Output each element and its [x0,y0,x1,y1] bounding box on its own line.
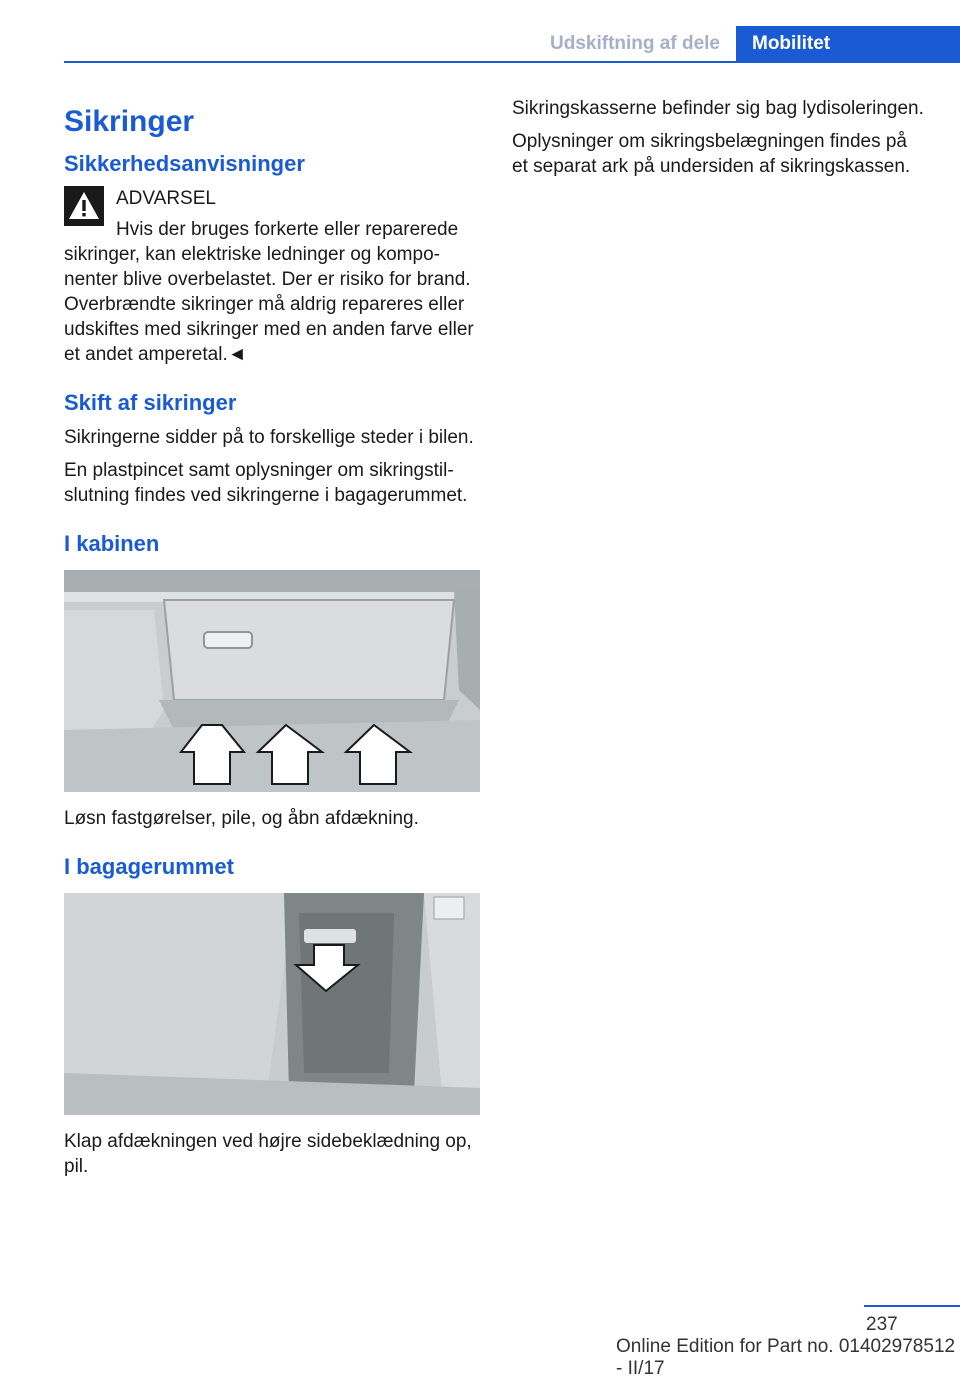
safety-heading: Sikkerhedsanvisninger [64,151,305,176]
page-number: 237 [866,1314,898,1335]
change-fuses-heading: Skift af sikringer [64,390,237,415]
warning-text: Hvis der bruges forkerte eller reparerede sikringer, kan elektriske ledninger og komponenter blive overbelastet. Der er risiko for brand. Overbrændte sikringer må aldrig repareres eller udskiftes med sikringer med en anden farve eller et andet amperetal.◄ [64,219,474,365]
right-paragraph-2: Oplysninger om sikringsbelægningen findes på et separat ark på undersiden af sikringskassen. [512,131,911,177]
warning-block [64,186,480,367]
trunk-caption: Klap afdækningen ved højre sidebeklædning op, pil. [64,1131,472,1177]
trunk-cover-photo [64,893,480,1115]
edition-text: Online Edition for Part no. 01402978512 - II/17 [616,1336,956,1379]
left-column [64,96,480,1189]
warning-label: ADVARSEL [116,188,216,209]
header-rule [64,61,960,63]
header-tabs [550,26,960,62]
page-title: Sikringer [64,105,195,138]
chapter-tab[interactable]: Mobilitet [736,26,960,62]
section-tab[interactable]: Udskiftning af dele [550,33,720,54]
cabin-glovebox-photo [64,570,480,792]
right-column [512,96,928,187]
change-fuses-paragraph-2: En plastpincet samt oplysninger om sikringstilslutning findes ved sikringerne i bagagerummet. [64,460,468,506]
footer-rule [864,1305,960,1307]
right-paragraph-1: Sikringskasserne befinder sig bag lydisoleringen. [512,98,924,119]
change-fuses-paragraph-1: Sikringerne sidder på to forskellige steder i bilen. [64,427,474,448]
warning-triangle-icon [64,186,104,226]
cabin-caption: Løsn fastgørelser, pile, og åbn afdækning. [64,808,419,829]
trunk-heading: I bagagerummet [64,854,234,879]
cabin-heading: I kabinen [64,531,160,556]
